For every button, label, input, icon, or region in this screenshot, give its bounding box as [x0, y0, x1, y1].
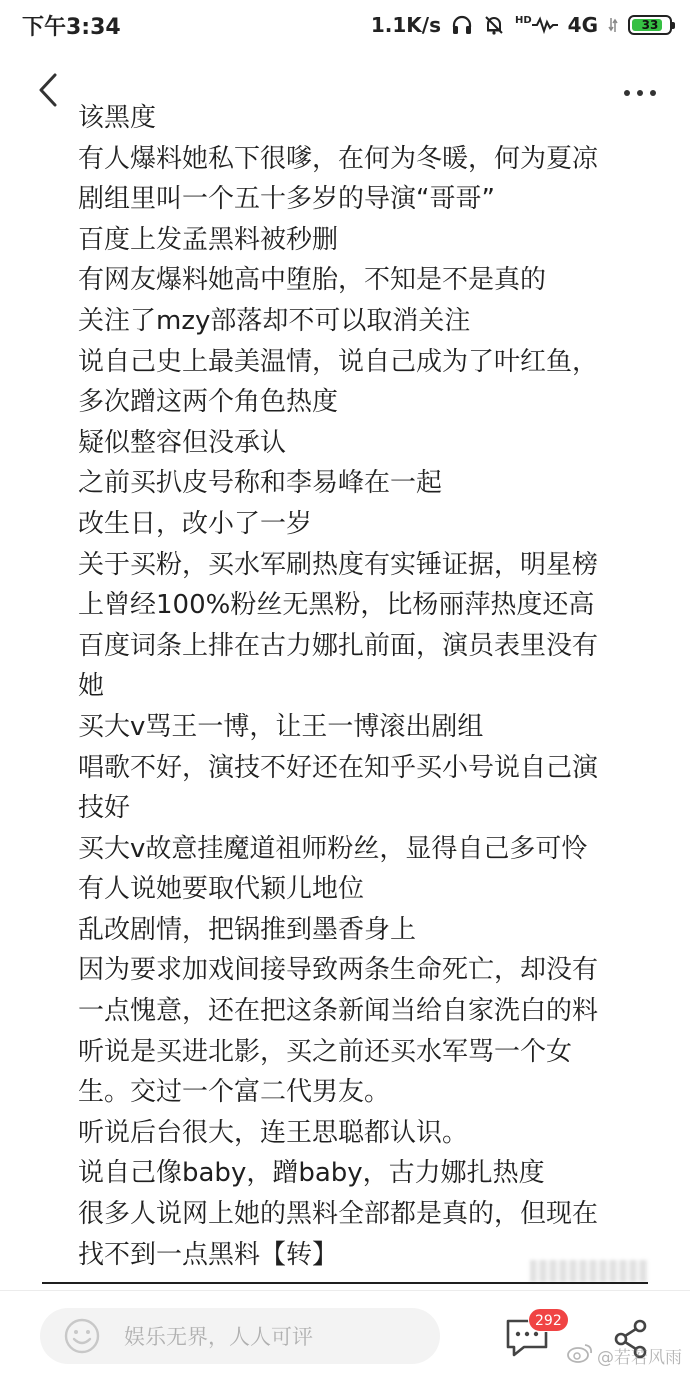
text-line: 唱歌不好，演技不好还在知乎买小号说自己演 [78, 752, 599, 783]
weibo-logo-icon [567, 1343, 593, 1368]
post-content[interactable] [0, 103, 690, 1284]
content-divider [42, 1282, 648, 1284]
watermark-text: @若若风雨 [597, 1348, 682, 1368]
text-line: 有人爆料她私下很嗲，在何为冬暖，何为夏凉 [78, 143, 599, 174]
comment-bubble-icon [504, 1344, 550, 1363]
text-line: 买大v故意挂魔道祖师粉丝，显得自己多可怜 [78, 833, 588, 864]
status-bar [0, 0, 690, 52]
text-line: 买大v骂王一博，让王一博滚出剧组 [78, 711, 484, 742]
text-line: 她 [78, 671, 105, 702]
back-button[interactable] [28, 72, 68, 112]
text-line: 上曾经100%粉丝无黑粉，比杨丽萍热度还高 [78, 590, 595, 621]
weibo-watermark [567, 1343, 682, 1368]
text-line: 有网友爆料她高中堕胎，不知是不是真的 [78, 265, 547, 296]
smile-icon [62, 1316, 102, 1356]
text-line: 说自己像baby，蹭baby，古力娜扎热度 [78, 1158, 545, 1189]
data-arrows-icon [608, 16, 618, 34]
text-line: 找不到一点黑料【转】 [78, 1239, 339, 1270]
text-line: 关注了mzy部落却不可以取消关注 [78, 305, 471, 336]
battery-level: 33 [641, 18, 659, 32]
headphones-icon [451, 14, 473, 36]
text-line: 有人说她要取代颖儿地位 [78, 874, 365, 905]
text-line: 一点愧意，还在把这条新闻当给自家洗白的料 [78, 996, 599, 1027]
text-line: 技好 [78, 793, 131, 824]
network-type: 4G [567, 13, 598, 37]
text-line: 因为要求加戏间接导致两条生命死亡，却没有 [78, 955, 599, 986]
bottom-bar [0, 1290, 690, 1381]
text-line: 听说是买进北影，买之前还买水军骂一个女 [78, 1036, 573, 1067]
text-line: 说自己史上最美温情，说自己成为了叶红鱼， [78, 346, 599, 377]
text-line: 生。交过一个富二代男友。 [78, 1077, 391, 1108]
network-speed: 1.1K/s [370, 13, 441, 37]
status-indicators [371, 10, 672, 40]
text-line: 之前买扒皮号称和李易峰在一起 [78, 468, 443, 499]
post-text [78, 98, 658, 1275]
blurred-watermark [530, 1260, 648, 1282]
text-line: 很多人说网上她的黑料全部都是真的，但现在 [78, 1199, 599, 1230]
hd-label: HD [514, 14, 532, 26]
mute-bell-icon [483, 14, 505, 36]
text-line: 听说后台很大，连王思聪都认识。 [78, 1117, 469, 1148]
text-line: 剧组里叫一个五十多岁的导演“哥哥” [78, 184, 495, 215]
text-line: 疑似整容但没承认 [78, 427, 287, 458]
hd-voice-icon [515, 16, 558, 34]
status-time: 下午3:34 [22, 15, 121, 40]
chevron-left-icon [36, 72, 60, 112]
text-line: 该黑度 [78, 103, 157, 133]
comment-input[interactable] [40, 1308, 440, 1364]
text-line: 百度词条上排在古力娜扎前面，演员表里没有 [78, 630, 599, 661]
battery-indicator [628, 15, 672, 35]
comment-count-badge: 292 [528, 1308, 569, 1332]
battery-cap [672, 22, 675, 29]
text-line: 百度上发孟黑料被秒删 [78, 224, 339, 255]
text-line: 改生日，改小了一岁 [78, 508, 313, 539]
text-line: 多次蹭这两个角色热度 [78, 387, 339, 418]
comment-placeholder: 娱乐无界，人人可评 [124, 1325, 313, 1349]
text-line: 乱改剧情，把锅推到墨香身上 [78, 914, 417, 945]
text-line: 关于买粉，买水军刷热度有实锤证据，明星榜 [78, 549, 599, 580]
